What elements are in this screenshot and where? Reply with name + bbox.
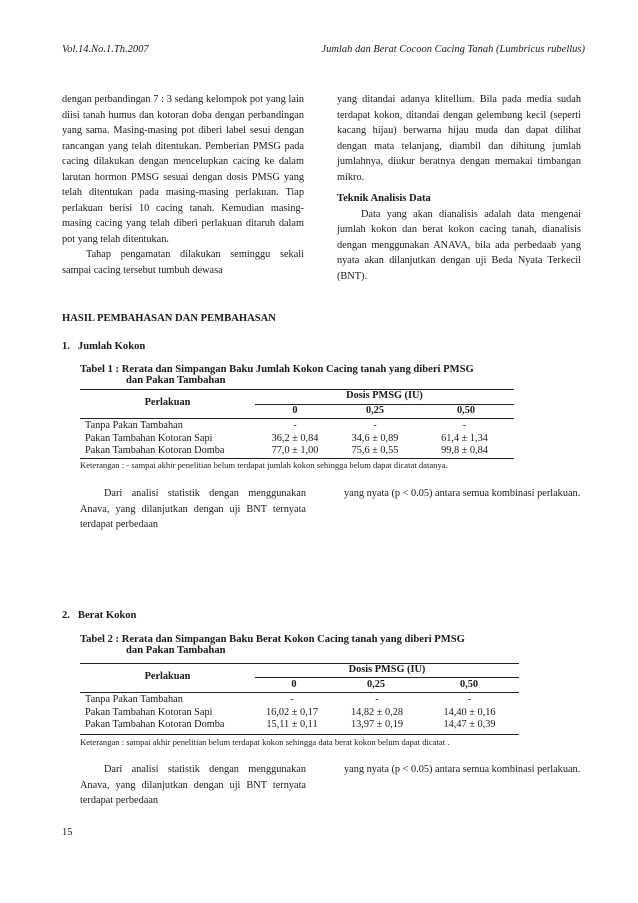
table2-row2-label: Pakan Tambahan Kotoran Sapi bbox=[85, 706, 213, 718]
table-row bbox=[85, 420, 514, 433]
section-heading: HASIL PEMBAHASAN DAN PEMBAHASAN bbox=[62, 313, 276, 324]
paragraph-result2-left bbox=[80, 762, 306, 809]
table-row bbox=[85, 719, 519, 732]
table2-header-rule bbox=[80, 692, 519, 693]
paragraph-observation: Tahap pengamatan dilakukan seminggu sekali sampai cacing tersebut tumbuh dewasa bbox=[62, 249, 304, 276]
table2-row2-v3: 14,40 ± 0,16 bbox=[443, 706, 496, 718]
table-row bbox=[85, 694, 519, 707]
table2-caption bbox=[80, 634, 465, 656]
paragraph-result2-right-text: yang nyata (p < 0.05) antara semua kombinasi perlakuan. bbox=[344, 764, 581, 775]
paragraph-analysis: Data yang akan dianalisis adalah data mengenai jumlah kokon dan berat kokon cacing tanah, dianalisis dengan menggunakan ANAVA, bila ada perbedaab yang nyata akan dilanjutkan dengan uji Beda Nyata Terkecil (BNT). bbox=[337, 208, 581, 282]
table-row bbox=[85, 433, 514, 446]
table2-row1-v2: - bbox=[375, 694, 379, 705]
table1-header-dosis: Dosis PMSG (IU) bbox=[346, 390, 423, 401]
paragraph-result1-right bbox=[344, 486, 582, 502]
table2-bottom-rule bbox=[80, 734, 519, 735]
table1-row2-label: Pakan Tambahan Kotoran Sapi bbox=[85, 432, 213, 444]
table1-row3-v2: 75,6 ± 0,55 bbox=[351, 445, 399, 456]
table1-body bbox=[85, 420, 514, 458]
table1-bottom-rule bbox=[80, 458, 514, 459]
paragraph-result1-right-text: yang nyata (p < 0.05) antara semua kombinasi perlakuan. bbox=[344, 488, 581, 499]
table1-caption bbox=[80, 364, 474, 386]
table1-caption-line1: Tabel 1 : Rerata dan Simpangan Baku Jumlah Kokon Cacing tanah yang diberi PMSG bbox=[80, 364, 474, 375]
paragraph-cocoon-collection: yang ditandai adanya klitellum. Bila pada media sudah terdapat kokon, ditandai dengan gelembung kecil (seperti kacang hijau) berwarna hijau muda dan dapat dilihat dengan mata telanjang, diambil dan dihitung jumlah jumlahnya, diukur beratnya dengan memakai timbangan mikro. bbox=[337, 94, 581, 183]
paragraph-result1-left bbox=[80, 486, 306, 533]
table1-row3-v3: 99,8 ± 0,84 bbox=[441, 445, 488, 456]
table2-note: Keterangan : sampai akhir penelitian belum terdapat kokon sehingga data berat kokon belum dapat dicatat . bbox=[80, 737, 450, 747]
table1-caption-line2: dan Pakan Tambahan bbox=[126, 375, 226, 386]
paragraph-methods: dengan perbandingan 7 : 3 sedang kelompok pot yang lain diisi tanah humus dan kotoran doba dengan perbandingan yang sama. Masing-masing pot diberi label sesui dengan rancangan yang telah ditentukan. Pemberian PMSG pada cacing dilakukan dengan mencelupkan cacing ke dalam larutan hormon PMSG sesuai dengan dosis PMSG yang telah ditentukan pada masing-masing perlakuan. Tiap perlakuan berisi 10 cacing tanah. Kemudian masing-masing cacing yang telah diberi perlakuan ditaruh dalam pot yang telah ditentukan. bbox=[62, 94, 304, 245]
table1-row3-label: Pakan Tambahan Kotoran Domba bbox=[85, 445, 225, 456]
table1-row2-v3: 61,4 ± 1,34 bbox=[441, 432, 488, 444]
table1-row1-v1: - bbox=[293, 420, 297, 431]
page-number: 15 bbox=[62, 827, 73, 838]
running-header-right: Jumlah dan Berat Cocoon Cacing Tanah (Lumbricus rubellus) bbox=[321, 44, 585, 55]
paragraph-result2-right bbox=[344, 762, 582, 778]
table1-row1-v2: - bbox=[373, 420, 377, 431]
table-row bbox=[85, 707, 519, 720]
table1-row3-v1: 77,0 ± 1,00 bbox=[271, 445, 319, 456]
table2-row2-v2: 14,82 ± 0,28 bbox=[351, 706, 403, 718]
table1-dose-025: 0,25 bbox=[365, 405, 385, 416]
top-left-column bbox=[62, 92, 304, 278]
table-row bbox=[85, 445, 514, 458]
table2-dose-025: 0,25 bbox=[366, 679, 386, 690]
running-header-left: Vol.14.No.1.Th.2007 bbox=[62, 44, 149, 55]
top-right-column bbox=[337, 92, 581, 284]
table2-row1-v3: - bbox=[467, 694, 472, 705]
table2-header-dosis: Dosis PMSG (IU) bbox=[348, 664, 426, 675]
subsection-jumlah-kokon: 1. Jumlah Kokon bbox=[62, 341, 146, 352]
table2-row3-label: Pakan Tambahan Kotoran Domba bbox=[85, 719, 225, 730]
table2-header-perlakuan: Perlakuan bbox=[144, 671, 191, 682]
table1-header-perlakuan: Perlakuan bbox=[144, 397, 191, 408]
heading-analysis: Teknik Analisis Data bbox=[337, 193, 431, 204]
table2-row1-label: Tanpa Pakan Tambahan bbox=[85, 694, 183, 705]
table2-caption-line2: dan Pakan Tambahan bbox=[126, 645, 226, 656]
table2-dose-0: 0 bbox=[291, 679, 297, 690]
table2-row3-v1: 15,11 ± 0,11 bbox=[266, 719, 318, 730]
table2-row3-v2: 13,97 ± 0,19 bbox=[351, 719, 403, 730]
paragraph-result1-left-text: Dari analisi statistik dengan menggunakan Anava, yang dilanjutkan dengan uji BNT ternyata terdapat perbedaan bbox=[80, 488, 306, 530]
table2-row3-v3: 14,47 ± 0,39 bbox=[443, 719, 496, 730]
table2-dosis-rule bbox=[255, 677, 519, 678]
table2-row1-v1: - bbox=[290, 694, 294, 705]
table1-dose-050: 0,50 bbox=[456, 405, 476, 416]
table1-row2-v2: 34,6 ± 0,89 bbox=[351, 432, 399, 444]
table1-row2-v1: 36,2 ± 0,84 bbox=[271, 432, 319, 444]
paragraph-result2-left-text: Dari analisi statistik dengan menggunakan Anava, yang dilanjutkan dengan uji BNT ternyata terdapat perbedaan bbox=[80, 764, 306, 806]
table1-row1-label: Tanpa Pakan Tambahan bbox=[85, 420, 183, 431]
table2-row2-v1: 16,02 ± 0,17 bbox=[266, 706, 318, 718]
table2-dose-050: 0,50 bbox=[459, 679, 479, 690]
table1-note: Keterangan : - sampai akhir penelitian belum terdapat jumlah kokon sehingga belum dapat dicatat datanya. bbox=[80, 460, 448, 470]
table1-dose-0: 0 bbox=[292, 405, 298, 416]
table2-body bbox=[85, 694, 519, 732]
table1-row1-v3: - bbox=[462, 420, 467, 431]
table1-header-rule bbox=[80, 418, 514, 419]
table2-caption-line1: Tabel 2 : Rerata dan Simpangan Baku Berat Kokon Cacing tanah yang diberi PMSG bbox=[80, 634, 465, 645]
subsection-berat-kokon: 2. Berat Kokon bbox=[62, 610, 137, 621]
